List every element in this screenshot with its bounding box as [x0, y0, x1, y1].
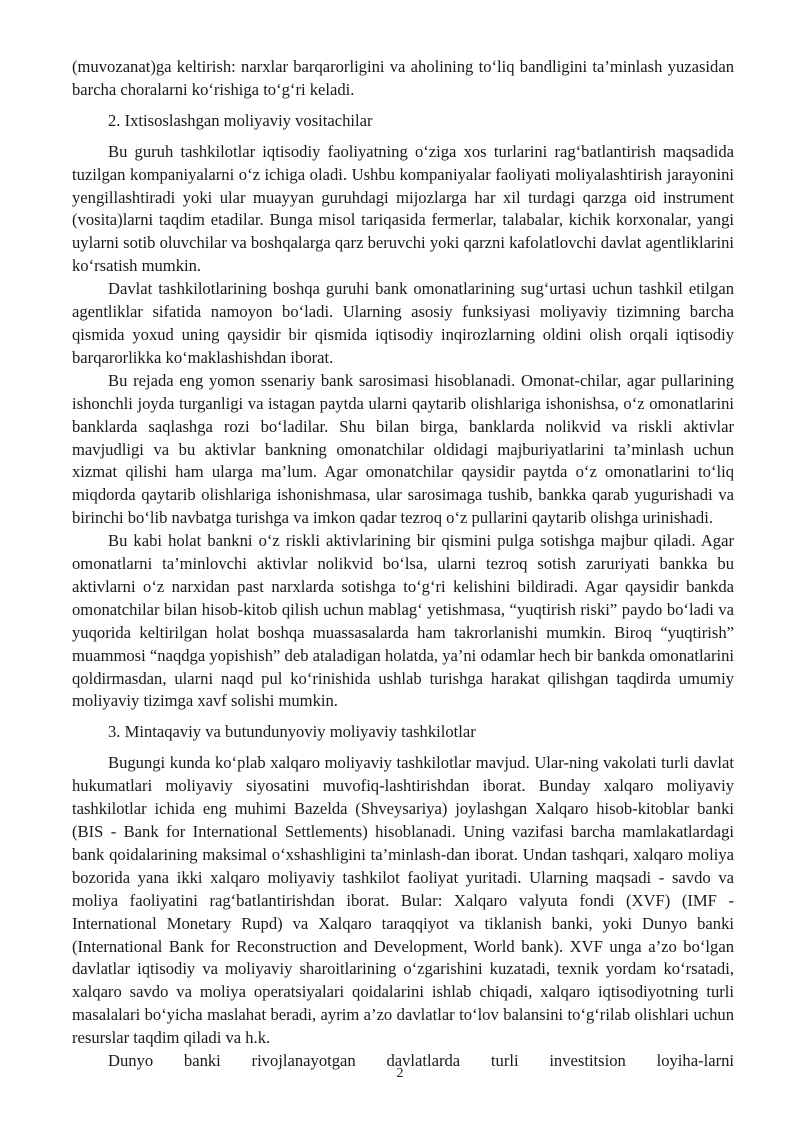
document-page — [72, 56, 734, 1073]
section-heading-specialized-intermediaries: 2. Ixtisoslashgan moliyaviy vositachilar — [108, 110, 373, 130]
body-paragraph-continued: Dunyo banki rivojlanayotgan davlatlarda turli investitsion loyiha-larni — [108, 1051, 734, 1071]
section-heading-international-organizations: 3. Mintaqaviy va butundunyoviy moliyaviy tashkilotlar — [108, 722, 476, 742]
body-paragraph: Bu kabi holat bankni o‘z riskli aktivlarining bir qismini pulga sotishga majbur qiladi. Agar omonatlarni ta’minlovchi aktivlar nolikvid bo‘lsa, ularni tezroq sotish zaruriyati bankka bu aktivlarni o‘z narxidan past narxlarda sotishga to‘g‘ri kelishini bildiradi. Agar qaysidir bankda omonatchilar bilan hisob-kitob qilish uchun mablag‘ yetishmasa, “yuqtirish riski” paydo bo‘ladi va yuqorida keltirilgan holat boshqa muassasalarda ham takrorlanishi mumkin. Biroq “yuqtirish” muammosi “naqdga yopishish” deb ataladigan holatda, ya’ni odamlar hech bir bankda omonatlarini qoldirmasdan, ularni naqd pul ko‘rinishida ushlab turishga harakat qilishgan taqdirda umumiy moliyaviy tizimga xavf solishi mumkin. — [72, 531, 734, 711]
intro-paragraph: (muvozanat)ga keltirish: narxlar barqarorligini va aholining to‘liq bandligini ta’minlash yuzasidan barcha choralarni ko‘rishiga to‘g‘ri keladi. — [72, 57, 734, 99]
page-number: 2 — [396, 1066, 404, 1081]
body-paragraph: Davlat tashkilotlarining boshqa guruhi bank omonatlarining sug‘urtasi uchun tashkil etilgan agentliklar sifatida namoyon bo‘ladi. Ularning asosiy funksiyasi moliyaviy tizimning barcha qismida yoxud uning qaysidir bir qismida iqtisodiy inqirozlarning oldini olish orqali iqtisodiy barqarorlikka ko‘maklashishdan iborat. — [72, 279, 734, 367]
body-paragraph: Bugungi kunda ko‘plab xalqaro moliyaviy tashkilotlar mavjud. Ular-ning vakolati turli davlat hukumatlari moliyaviy siyosatini muvofiq-lashtirishdan iborat. Bunday xalqaro moliyaviy tashkilotlar ichida eng muhimi Bazelda (Shveysariya) joylashgan Xalqaro hisob-kitoblar banki (BIS - Bank for International Settlements) hisoblanadi. Uning vazifasi barcha mamlakatlardagi bank qoidalarining maksimal o‘xshashligini ta’minlash-dan iborat. Undan tashqari, xalqaro moliya bozorida yana ikki xalqaro moliyaviy tashkilot faoliyat yuritadi. Ularning maqsadi - savdo va moliya faoliyatini rag‘batlantirishdan iborat. Bular: Xalqaro valyuta fondi (XVF) (IMF - International Monetary Rupd) va Xalqaro taraqqiyot va tiklanish banki, yoki Dunyo banki (International Bank for Reconstruction and Development, World bank). XVF unga a’zo bo‘lgan davlatlar iqtisodiy va moliyaviy sharoitlarining o‘zgarishini kuzatadi, texnik yordam ko‘rsatadi, xalqaro savdo va moliya operatsiyalari qoidalarini ishlab chiqadi, xalqaro iqtisodiyotning turli masalalari bo‘yicha maslahat beradi, ayrim a’zo davlatlar to‘lov balansini to‘g‘rilab olishlari uchun resurslar taqdim qiladi va h.k. — [72, 753, 734, 1048]
body-paragraph: Bu guruh tashkilotlar iqtisodiy faoliyatning o‘ziga xos turlarini rag‘batlantirish maqsadida tuzilgan kompaniyalarni o‘z ichiga oladi. Ushbu kompaniyalar faoliyati moliyalashtirish jarayonini yengillashtiradi yoki ular muayyan guruhdagi mijozlarga har xil turdagi qarzga oid instrument (vosita)larni taqdim etadilar. Bunga misol tariqasida fermerlar, talabalar, kichik korxonalar, yangi uylarni sotib oluvchilar va boshqalarga qarz beruvchi yoki qarzni kafolatlovchi davlat agentliklarini ko‘rsatish mumkin. — [72, 141, 734, 276]
body-paragraph: Bu rejada eng yomon ssenariy bank sarosimasi hisoblanadi. Omonat-chilar, agar pullarining ishonchli joyda turganligi va istagan paytda ularni qaytarib olishlariga ishonishsa, o‘z omonatlarini banklarda saqlashga rozi bo‘ladilar. Shu bilan birga, banklarda nolikvid va riskli aktivlar mavjudligi va bu aktivlar bankning omonatchilar oldidagi majburiyatlarini ta’minlash uchun xizmat qilishi ham ularga ma’lum. Agar omonatchilar qaysidir paytda o‘z omonatlarini to‘liq miqdorda qaytarib olishlariga ishonishmasa, ular sarosimaga tushib, bankka qarab yugurishadi va birinchi bo‘lib navbatga turishga va imkon qadar tezroq o‘z pullarini qaytarib olishga urinishadi. — [72, 370, 734, 528]
